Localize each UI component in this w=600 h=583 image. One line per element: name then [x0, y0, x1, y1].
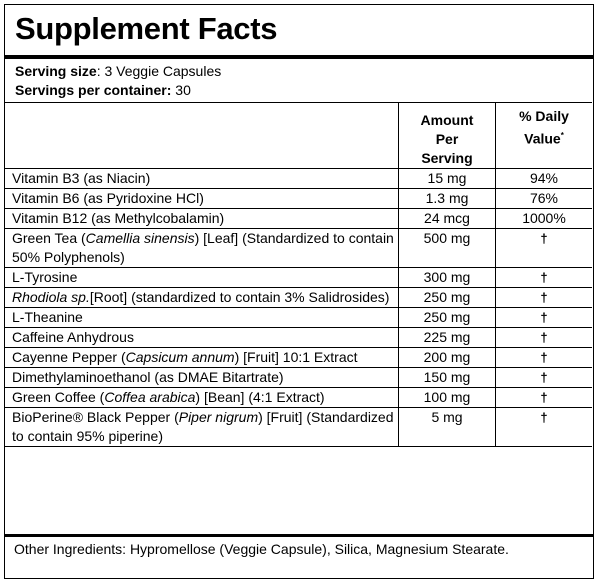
nutrient-name: Vitamin B6 (as Pyridoxine HCl): [5, 189, 399, 209]
ingredient-name-post: ) [Leaf] (Standardized to contain 50% Polyphenols): [12, 230, 394, 265]
daily-value-header: [496, 103, 593, 169]
ingredient-name-pre: Green Tea (: [12, 230, 86, 246]
daily-value-not-established-mark: †: [496, 408, 593, 447]
ingredient-botanical-name: Coffea arabica: [104, 389, 196, 405]
vitamins-section: [5, 169, 592, 229]
ingredient-row: [5, 328, 592, 348]
ingredient-name: [5, 408, 399, 447]
ingredient-name: [5, 268, 399, 288]
servings-per-container-label: Servings per container:: [15, 82, 172, 98]
daily-value-not-established-mark: †: [496, 328, 593, 348]
panel-title: Supplement Facts: [15, 11, 278, 46]
ingredient-row: [5, 388, 592, 408]
ingredient-amount: 200 mg: [399, 348, 496, 368]
ingredient-row: [5, 408, 592, 447]
ingredient-row: [5, 348, 592, 368]
servings-per-container-value: 30: [171, 82, 191, 98]
ingredient-amount: 250 mg: [399, 308, 496, 328]
vitamin-row: [5, 189, 592, 209]
ingredient-name: [5, 368, 399, 388]
nutrient-daily-value: 76%: [496, 189, 593, 209]
amount-header-line1: Amount: [420, 112, 474, 128]
serving-size-label: Serving size: [15, 63, 97, 79]
ingredient-amount: 100 mg: [399, 388, 496, 408]
daily-value-not-established-mark: †: [496, 288, 593, 308]
ingredient-name-pre: Green Coffee (: [12, 389, 105, 405]
nutrient-amount: 15 mg: [399, 169, 496, 189]
ingredient-name-pre: Cayenne Pepper (: [12, 349, 126, 365]
ingredient-row: [5, 368, 592, 388]
daily-value-not-established-mark: †: [496, 348, 593, 368]
nutrient-amount: 1.3 mg: [399, 189, 496, 209]
other-ingredients: [5, 534, 593, 578]
ingredient-name-pre: BioPerine® Black Pepper (: [12, 409, 179, 425]
amount-header-line2: Per: [435, 131, 459, 147]
vitamin-row: [5, 169, 592, 189]
nutrient-amount: 24 mcg: [399, 209, 496, 229]
ingredient-name-pre: Dimethylaminoethanol (as DMAE Bitartrate): [12, 369, 284, 385]
ingredient-botanical-name: Piper nigrum: [178, 409, 259, 425]
ingredient-row: [5, 268, 592, 288]
ingredient-amount: 5 mg: [399, 408, 496, 447]
ingredient-row: [5, 308, 592, 328]
nutrient-name: Vitamin B12 (as Methylcobalamin): [5, 209, 399, 229]
ingredient-botanical-name: Capsicum annum: [125, 349, 235, 365]
daily-value-not-established-mark: †: [496, 368, 593, 388]
ingredient-amount: 500 mg: [399, 229, 496, 268]
ingredient-name: [5, 328, 399, 348]
amount-header: [399, 103, 496, 169]
header-row: [5, 103, 592, 169]
ingredient-name-post: ) [Bean] (4:1 Extract): [195, 389, 325, 405]
ingredient-name-post: ) [Fruit] (Standardized to contain 95% piperine): [12, 409, 394, 444]
ingredient-name: [5, 348, 399, 368]
ingredients-section: [5, 229, 592, 447]
ingredient-name: [5, 288, 399, 308]
ingredient-amount: 225 mg: [399, 328, 496, 348]
daily-value-footnote-mark: *: [560, 131, 564, 140]
serving-size-value: : 3 Veggie Capsules: [96, 63, 222, 79]
daily-value-header-line1: % Daily: [519, 108, 569, 124]
facts-table: [5, 102, 592, 447]
daily-value-not-established-mark: †: [496, 388, 593, 408]
ingredient-botanical-name: Rhodiola sp.: [12, 289, 90, 305]
ingredient-name: [5, 308, 399, 328]
ingredient-row: [5, 229, 592, 268]
amount-header-line3: Serving: [421, 150, 473, 166]
header-blank-cell: [5, 103, 399, 169]
ingredient-amount: 300 mg: [399, 268, 496, 288]
nutrient-daily-value: 94%: [496, 169, 593, 189]
vitamin-row: [5, 209, 592, 229]
other-ingredients-text: Other Ingredients: Hypromellose (Veggie Capsule), Silica, Magnesium Stearate.: [14, 541, 509, 557]
nutrient-daily-value: 1000%: [496, 209, 593, 229]
ingredient-name-pre: L-Tyrosine: [12, 269, 78, 285]
ingredient-name: [5, 388, 399, 408]
ingredient-botanical-name: Camellia sinensis: [85, 230, 195, 246]
nutrient-name: Vitamin B3 (as Niacin): [5, 169, 399, 189]
daily-value-not-established-mark: †: [496, 308, 593, 328]
servings-per-container: [15, 82, 191, 98]
title-rule: [5, 55, 593, 59]
ingredient-amount: 250 mg: [399, 288, 496, 308]
ingredient-row: [5, 288, 592, 308]
daily-value-header-line2: Value*: [524, 130, 564, 147]
daily-value-not-established-mark: †: [496, 268, 593, 288]
supplement-facts-panel: [4, 4, 594, 579]
ingredient-name-pre: Caffeine Anhydrous: [12, 329, 134, 345]
ingredient-name-post: ) [Fruit] 10:1 Extract: [234, 349, 358, 365]
ingredient-name-pre: L-Theanine: [12, 309, 83, 325]
ingredient-name-post: [Root] (standardized to contain 3% Salidrosides): [89, 289, 390, 305]
serving-size: [15, 63, 221, 79]
daily-value-not-established-mark: †: [496, 229, 593, 268]
ingredient-name: [5, 229, 399, 268]
ingredient-amount: 150 mg: [399, 368, 496, 388]
